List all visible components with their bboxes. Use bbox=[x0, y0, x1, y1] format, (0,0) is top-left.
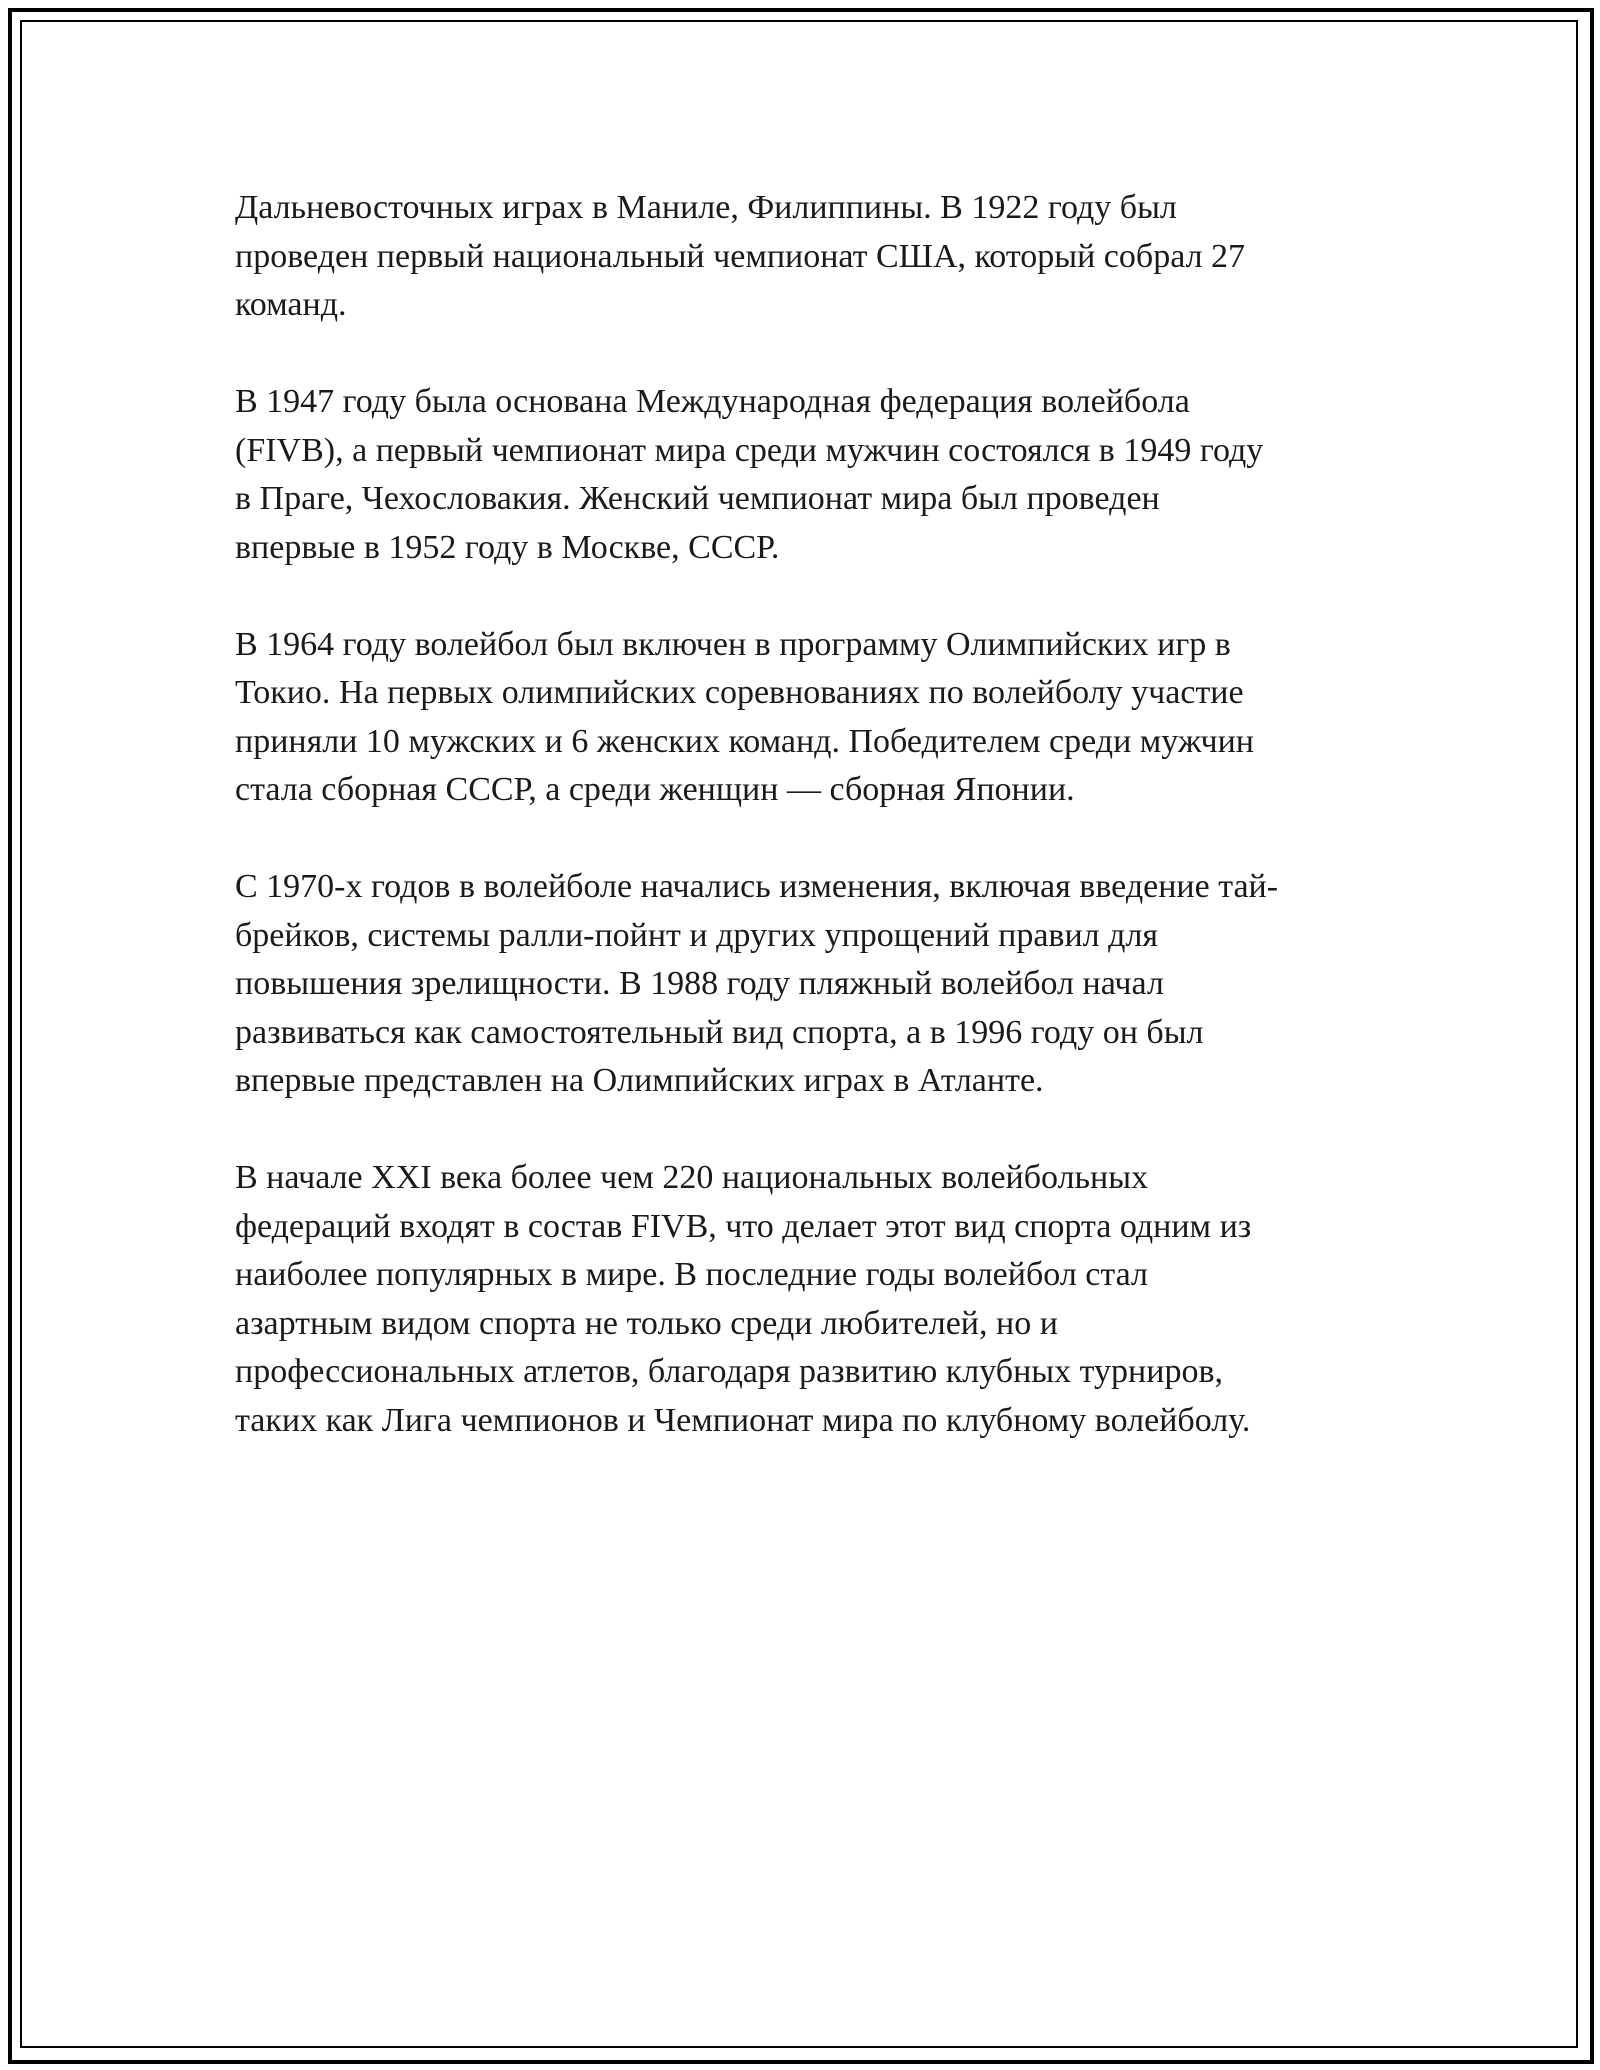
text-line: С 1970-х годов в волейболе начались изменения, включая введение тай- bbox=[235, 868, 1279, 905]
text-line: проведен первый национальный чемпионат США, который собрал 27 bbox=[235, 237, 1246, 275]
text-line: стала сборная СССР, а среди женщин — сборная Японии. bbox=[235, 771, 1075, 808]
text-line: впервые в 1952 году в Москве, СССР. bbox=[235, 528, 780, 566]
paragraph bbox=[235, 863, 1375, 1106]
text-line: В 1947 году была основана Международная федерация волейбола bbox=[235, 383, 1190, 420]
text-line: приняли 10 мужских и 6 женских команд. Победителем среди мужчин bbox=[235, 722, 1254, 760]
text-line: развиваться как самостоятельный вид спорта, а в 1996 году он был bbox=[235, 1013, 1204, 1051]
text-line: наиболее популярных в мире. В последние годы волейбол стал bbox=[235, 1256, 1149, 1293]
text-line: Дальневосточных играх в Маниле, Филиппины. В 1922 году был bbox=[235, 189, 1177, 226]
text-line: В 1964 году волейбол был включен в программу Олимпийских игр в bbox=[235, 625, 1231, 663]
text-line: впервые представлен на Олимпийских играх в Атланте. bbox=[235, 1062, 1044, 1099]
text-line: федераций входят в состав FIVB, что делает этот вид спорта одним из bbox=[235, 1207, 1252, 1245]
text-line: профессиональных атлетов, благодаря развитию клубных турниров, bbox=[235, 1353, 1223, 1390]
text-line: команд. bbox=[235, 286, 347, 323]
paragraph bbox=[235, 184, 1375, 330]
text-line: повышения зрелищности. В 1988 году пляжный волейбол начал bbox=[235, 965, 1164, 1002]
text-line: брейков, системы ралли-пойнт и других упрощений правил для bbox=[235, 916, 1159, 954]
document-body bbox=[235, 184, 1375, 1494]
text-line: (FIVB), а первый чемпионат мира среди мужчин состоялся в 1949 году bbox=[235, 431, 1264, 469]
text-line: азартным видом спорта не только среди любителей, но и bbox=[235, 1304, 1058, 1342]
text-line: таких как Лига чемпионов и Чемпионат мира по клубному волейболу. bbox=[235, 1401, 1251, 1439]
paragraph bbox=[235, 1154, 1375, 1445]
text-line: в Праге, Чехословакия. Женский чемпионат мира был проведен bbox=[235, 480, 1160, 517]
text-line: Токио. На первых олимпийских соревнованиях по волейболу участие bbox=[235, 674, 1244, 711]
paragraph bbox=[235, 621, 1375, 815]
text-line: В начале XXI века более чем 220 национальных волейбольных bbox=[235, 1159, 1149, 1196]
paragraph bbox=[235, 378, 1375, 572]
